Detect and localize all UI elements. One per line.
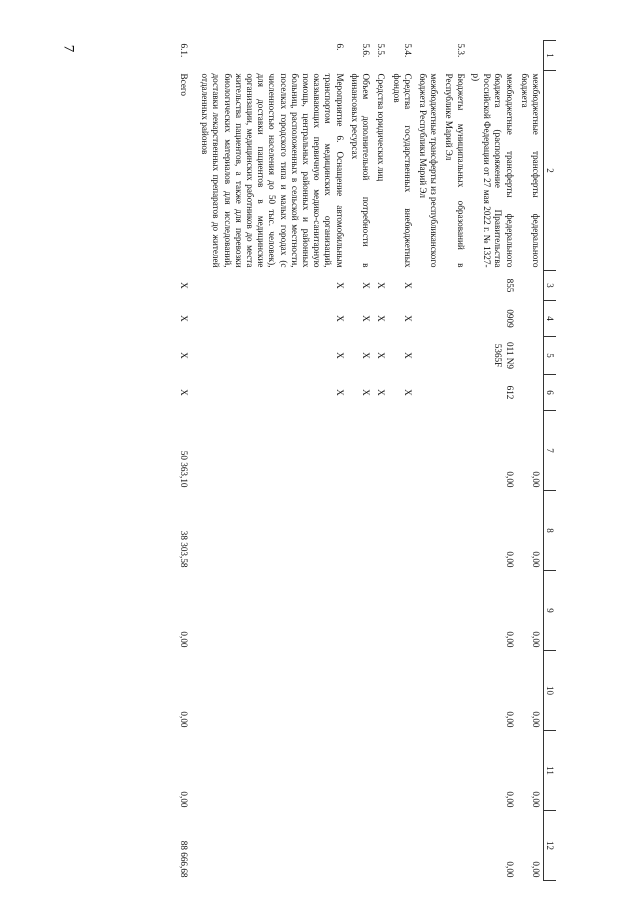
cell-col12 — [373, 811, 388, 881]
cell-col8 — [388, 491, 414, 571]
table-row — [347, 41, 373, 881]
cell-col6 — [441, 375, 467, 411]
cell-col4: X — [178, 315, 189, 322]
cell-col8 — [347, 491, 373, 571]
cell-col3: X — [376, 282, 387, 289]
table-body — [176, 41, 544, 881]
table-header — [544, 41, 557, 881]
cell-col5: X — [334, 352, 345, 359]
table-row — [197, 41, 347, 881]
cell-col3 — [517, 271, 544, 301]
cell-col5: X — [178, 352, 189, 359]
cell-col9 — [388, 571, 414, 651]
cell-col9 — [441, 571, 467, 651]
row-number — [517, 41, 544, 71]
cell-col8 — [373, 491, 388, 571]
row-name: межбюджетные трансферты федерального бюджета — [519, 73, 541, 268]
cell-col11 — [441, 731, 467, 811]
cell-col5: X — [402, 352, 413, 359]
cell-col11 — [388, 731, 414, 811]
page-number: 7 — [60, 44, 77, 53]
cell-col3: X — [334, 282, 345, 289]
cell-col12: 0,00 — [504, 861, 515, 878]
table-row — [373, 41, 388, 881]
cell-col6: X — [361, 389, 372, 396]
cell-col9 — [197, 571, 347, 651]
cell-col3 — [415, 271, 441, 301]
cell-col8 — [441, 491, 467, 571]
column-header: 8 — [544, 491, 557, 571]
cell-col12 — [441, 811, 467, 881]
cell-col5: X — [376, 352, 387, 359]
cell-col4: X — [376, 315, 387, 322]
cell-col4: X — [334, 315, 345, 322]
cell-col7 — [388, 411, 414, 491]
cell-col7 — [415, 411, 441, 491]
column-header: 3 — [544, 271, 557, 301]
cell-col5: 011 N9 5365F — [493, 342, 515, 369]
cell-col8: 0,00 — [504, 551, 515, 568]
row-name: Бюджеты муниципальных образований в Республике Марий Эл — [444, 73, 466, 268]
row-number: 6. — [334, 43, 345, 51]
cell-col9: 0,00 — [531, 631, 541, 648]
table-row — [517, 41, 544, 881]
cell-col10: 0,00 — [504, 711, 515, 728]
cell-col4 — [441, 301, 467, 337]
cell-col5: X — [361, 352, 372, 359]
column-header: 5 — [544, 337, 557, 375]
cell-col10: 0,00 — [531, 711, 541, 728]
cell-col7: 50 363,10 — [178, 450, 189, 488]
column-header: 11 — [544, 731, 557, 811]
budget-table — [176, 40, 556, 881]
row-number — [415, 41, 441, 71]
row-name: Мероприятие 6. Оснащение автомобильным транспортом медицинских организаций, оказывающих первичную медико-санитарную помощь, центральных районных и районных больниц, расположенных в сельской местности, поселках городского типа и малых городах (с численностью населения до 50 тыс. человек), для доставки пациентов в медицинские организации, медицинских работников до места жительства пациентов, а также для перевозки биологических материалов для исследований, доставки лекарственных препаратов до жителей отдаленных районов — [200, 73, 345, 268]
cell-col4: 0909 — [504, 309, 515, 328]
cell-col11: 0,00 — [178, 791, 189, 808]
column-header: 6 — [544, 375, 557, 411]
cell-col7 — [373, 411, 388, 491]
cell-col12 — [347, 811, 373, 881]
cell-col10 — [388, 651, 414, 731]
cell-col6: X — [334, 389, 345, 396]
row-number: 5.5. — [376, 43, 387, 58]
cell-col12 — [197, 811, 347, 881]
cell-col10 — [347, 651, 373, 731]
cell-col6 — [415, 375, 441, 411]
cell-col7 — [197, 411, 347, 491]
cell-col5 — [517, 337, 544, 375]
column-header: 9 — [544, 571, 557, 651]
cell-col12 — [415, 811, 441, 881]
cell-col7: 0,00 — [531, 471, 541, 488]
cell-col6: X — [178, 389, 189, 396]
cell-col3: X — [178, 282, 189, 289]
cell-col12: 88 666,68 — [178, 840, 189, 878]
cell-col6: X — [402, 389, 413, 396]
column-header: 4 — [544, 301, 557, 337]
row-name: Средства юридических лиц — [376, 73, 387, 182]
row-number: 6.1. — [178, 43, 189, 58]
cell-col10 — [415, 651, 441, 731]
cell-col8: 0,00 — [531, 551, 541, 568]
cell-col3: X — [361, 282, 372, 289]
cell-col4: X — [402, 315, 413, 322]
cell-col3: 855 — [504, 278, 515, 293]
column-header: 1 — [544, 41, 557, 71]
row-name: Объем дополнительной потребности в финансовых ресурсах — [349, 73, 372, 268]
row-number — [468, 41, 517, 71]
cell-col12: 0,00 — [531, 861, 541, 878]
column-header: 7 — [544, 411, 557, 491]
cell-col8 — [415, 491, 441, 571]
cell-col6: 612 — [504, 385, 515, 400]
cell-col7: 0,00 — [504, 471, 515, 488]
cell-col5 — [441, 337, 467, 375]
table-row — [415, 41, 441, 881]
cell-col10 — [197, 651, 347, 731]
row-name: межбюджетные трансферты из республиканского бюджета Республики Марий Эл — [418, 73, 440, 268]
cell-col12 — [388, 811, 414, 881]
cell-col8: 38 303,58 — [178, 530, 189, 568]
cell-col11 — [197, 731, 347, 811]
cell-col9 — [373, 571, 388, 651]
row-number: 5.6. — [361, 43, 372, 58]
cell-col9 — [347, 571, 373, 651]
column-header: 10 — [544, 651, 557, 731]
cell-col10: 0,00 — [178, 711, 189, 728]
cell-col9: 0,00 — [178, 631, 189, 648]
column-header: 12 — [544, 811, 557, 881]
rotated-table-page — [124, 40, 556, 880]
cell-col9: 0,00 — [504, 631, 515, 648]
cell-col4 — [517, 301, 544, 337]
cell-col7 — [441, 411, 467, 491]
cell-col8 — [197, 491, 347, 571]
cell-col6: X — [376, 389, 387, 396]
table-row — [441, 41, 467, 881]
cell-col10 — [441, 651, 467, 731]
table-row — [176, 41, 197, 881]
cell-col6 — [517, 375, 544, 411]
cell-col11: 0,00 — [531, 791, 541, 808]
cell-col4: X — [361, 315, 372, 322]
row-number: 5.3. — [455, 43, 466, 58]
column-header: 2 — [544, 71, 557, 271]
table-row — [468, 41, 517, 881]
cell-col9 — [415, 571, 441, 651]
cell-col5 — [415, 337, 441, 375]
cell-col4 — [415, 301, 441, 337]
cell-col3: X — [402, 282, 413, 289]
row-number: 5.4. — [402, 43, 413, 58]
row-name: Всего — [178, 73, 189, 97]
row-name: Средства государственных внебюджетных фондов — [391, 73, 413, 268]
cell-col11 — [415, 731, 441, 811]
cell-col7 — [347, 411, 373, 491]
cell-col11 — [347, 731, 373, 811]
cell-col10 — [373, 651, 388, 731]
cell-col11: 0,00 — [504, 791, 515, 808]
row-name: межбюджетные трансферты федерального бюджета (распоряжение Правительства Российской Федерации от 27 мая 2022 г. № 1327-р) — [470, 73, 515, 268]
table-row — [388, 41, 414, 881]
cell-col11 — [373, 731, 388, 811]
cell-col3 — [441, 271, 467, 301]
